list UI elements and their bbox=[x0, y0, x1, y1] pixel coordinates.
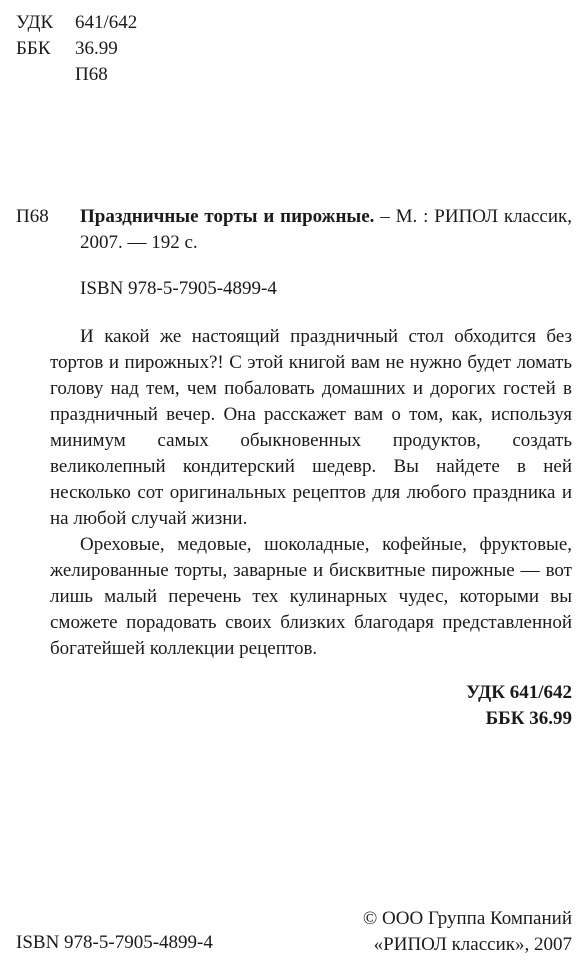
footer-codes bbox=[466, 680, 572, 732]
author-mark-row bbox=[16, 62, 108, 88]
book-imprint: – М. : РИПОЛ классик, 2007. — 192 с. bbox=[80, 206, 572, 253]
udk-row bbox=[16, 10, 137, 36]
annotation-paragraph: И какой же настоящий праздничный стол обходится без тортов и пирожных?! С этой книгой вам не нужно будет ломать голову над тем, чем побаловать домашних и дорогих гостей в праздничный вечер. Она расскажет вам о том, как, используя минимум самых обыкновенных продуктов, создать великолепный кондитерский шедевр. Вы найдете в ней несколько сот оригинальных рецептов для любого праздника и на любой случай жизни. bbox=[50, 326, 572, 529]
isbn-bottom: ISBN 978-5-7905-4899-4 bbox=[16, 932, 213, 953]
footer-udk: УДК 641/642 bbox=[466, 682, 572, 703]
footer-bbk: ББК 36.99 bbox=[485, 708, 572, 729]
udk-value: 641/642 bbox=[75, 12, 138, 33]
isbn: ISBN 978-5-7905-4899-4 bbox=[80, 278, 277, 299]
annotation-paragraph: Ореховые, медовые, шоколадные, кофейные, фруктовые, желированные торты, заварные и бисквитные пирожные — вот лишь малый перечень тех кулинарных чудес, которыми вы сможете порадовать своих близких благодаря представленной богатейшей коллекции рецептов. bbox=[50, 534, 572, 659]
copyright-line-1: © ООО Группа Компаний bbox=[362, 908, 572, 929]
bbk-key: ББК bbox=[16, 38, 51, 59]
copyright-line-2: «РИПОЛ классик», 2007 bbox=[373, 934, 572, 955]
bbk-row bbox=[16, 36, 118, 62]
author-mark: П68 bbox=[75, 64, 108, 85]
annotation bbox=[50, 324, 572, 662]
udk-key: УДК bbox=[16, 12, 54, 33]
catalog-code: П68 bbox=[16, 206, 49, 227]
bbk-value: 36.99 bbox=[75, 38, 118, 59]
catalog-entry bbox=[80, 204, 572, 256]
copyright bbox=[363, 906, 572, 958]
book-title: Праздничные торты и пирожные. bbox=[80, 206, 375, 227]
